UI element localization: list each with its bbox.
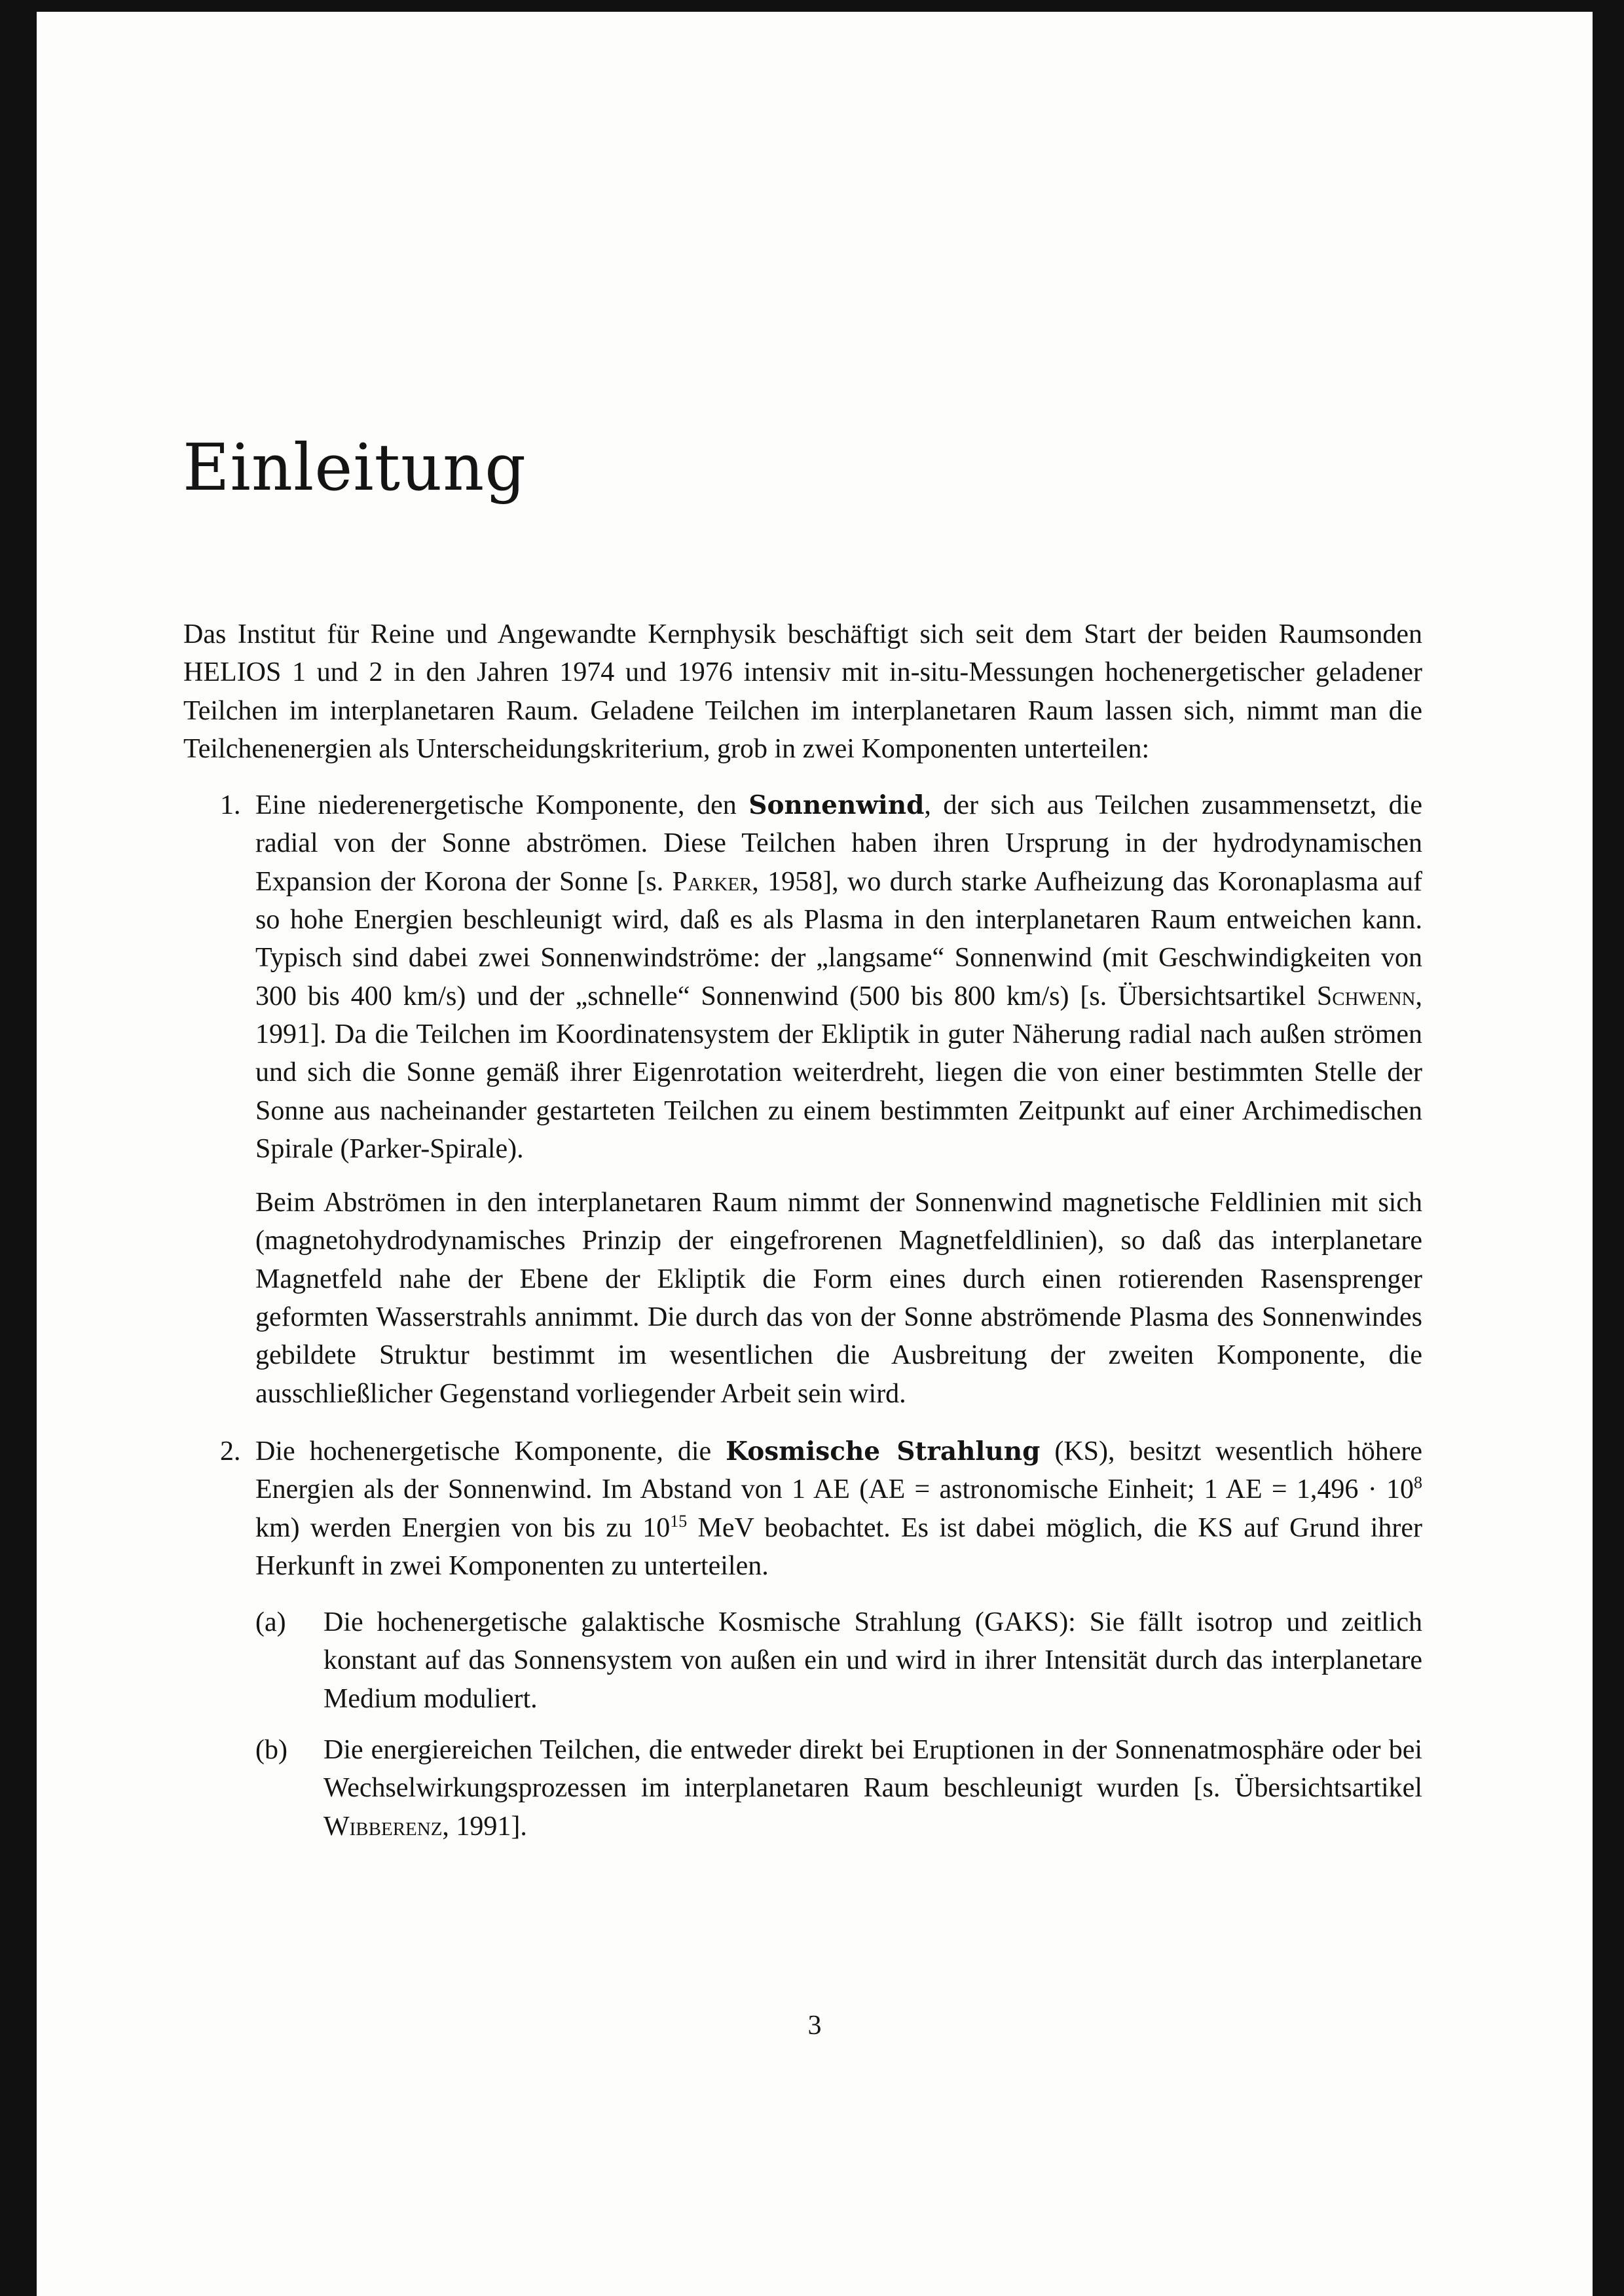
text-segment: , 1958], wo durch starke Aufheizung das Koronaplasma auf so hohe Energien beschleunigt wird, daß es als Plasma in den interplanetaren Raum entweichen kann. Typisch sind dabei zwei Sonnenwindströme: der „langsame“ Sonnenwind (mit Geschwindigkeiten von 300 bis 400 km/s) und der „schnelle“ Sonnenwind (500 bis 800 km/s) [s. Übersichtsartikel (255, 866, 1422, 1011)
text-segment: (KS), besitzt wesentlich höhere Energien als der Sonnenwind. Im Abstand von 1 AE (AE = astronomische Einheit; 1 AE = 1,496 · 10 (255, 1436, 1422, 1505)
magnetic-field-paragraph: Beim Abströmen in den interplanetaren Raum nimmt der Sonnenwind magnetische Feldlinien mit sich (magnetohydrodynamisches Prinzip der eingefrorenen Magnetfeldlinien), so daß das interplanetare Magnetfeld nahe der Ebene der Ekliptik die Form eines durch einen rotierenden Rasensprenger geformten Wasserstrahls annimmt. Die durch das von der Sonne abströmende Plasma des Sonnenwindes gebildete Struktur bestimmt im wesentlichen die Ausbreitung der zweiten Komponente, die ausschließlicher Gegenstand vorliegender Arbeit sein wird. (255, 1188, 1422, 1409)
list-item-cosmic-rays (183, 1432, 1422, 1846)
sub-item-gaks (255, 1603, 1422, 1718)
citation-author: Schwenn (1316, 981, 1416, 1011)
exponent: 8 (1414, 1473, 1422, 1493)
cosmic-rays-paragraph (255, 1432, 1422, 1585)
sub-item-text: Die hochenergetische galaktische Kosmische Strahlung (GAKS): Sie fällt isotrop und zeitlich konstant auf das Sonnensystem von außen ein und wird in ihrer Intensität durch das interplanetare Medium moduliert. (323, 1607, 1422, 1714)
list-number: 1. (220, 790, 241, 821)
sub-item-label: (a) (255, 1607, 286, 1638)
chapter-title: Einleitung (183, 431, 527, 505)
text-segment: , der sich aus Teilchen zusammensetzt, die radial von der Sonne abströmen. Diese Teilchen haben ihren Ursprung in der hydrodynamischen Expansion der Korona der Sonne [s. (255, 790, 1422, 897)
sub-item-label: (b) (255, 1735, 287, 1766)
text-segment: Eine niederenergetische Komponente, den (255, 790, 749, 821)
sub-item-energetic-particles (255, 1731, 1422, 1846)
citation-author: Parker (672, 866, 752, 897)
text-segment: km) werden Energien von bis zu 10 (255, 1512, 671, 1543)
solar-wind-paragraph (255, 786, 1422, 1168)
text-segment: MeV beobachtet. Es ist dabei möglich, die KS auf Grund ihrer Herkunft in zwei Komponenten zu unterteilen. (255, 1512, 1423, 1581)
term-kosmische-strahlung: Kosmische Strahlung (726, 1436, 1041, 1467)
exponent: 15 (670, 1511, 688, 1531)
sub-item-text (323, 1731, 1422, 1846)
list-item-solar-wind (183, 786, 1422, 1413)
component-list (183, 786, 1422, 1846)
intro-paragraph: Das Institut für Reine und Angewandte Kernphysik beschäftigt sich seit dem Start der beiden Raumsonden HELIOS 1 und 2 in den Jahren 1974 und 1976 intensiv mit in-situ-Messungen hochenergetischer geladener Teilchen im interplanetaren Raum. Geladene Teilchen im interplanetaren Raum lassen sich, nimmt man die Teilchenenergien als Unterscheidungskriterium, grob in zwei Komponenten unterteilen: (183, 619, 1422, 764)
page-number: 3 (807, 2011, 822, 2041)
text-segment: Die hochenergetische Komponente, die (255, 1436, 726, 1467)
body-text (183, 615, 1422, 1846)
list-number: 2. (220, 1436, 241, 1467)
text-segment: , 1991]. Da die Teilchen im Koordinatensystem der Ekliptik in guter Näherung radial nach außen strömen und sich die Sonne gemäß ihrer Eigenrotation weiterdreht, liegen die von einer bestimmten Stelle der Sonne aus nacheinander gestarteten Teilchen zu einem bestimmten Zeitpunkt auf einer Archimedischen Spirale (Parker-Spirale). (255, 981, 1422, 1164)
document-page (37, 12, 1593, 2296)
citation-author: Wibberenz (323, 1811, 443, 1842)
text-segment: Die energiereichen Teilchen, die entweder direkt bei Eruptionen in der Sonnenatmosphäre oder bei Wechselwirkungsprozessen im interplanetaren Raum beschleunigt wurden [s. Übersichtsartikel (323, 1735, 1422, 1804)
term-sonnenwind: Sonnenwind (748, 790, 925, 821)
text-segment: , 1991]. (442, 1811, 527, 1842)
sub-list (255, 1603, 1422, 1846)
